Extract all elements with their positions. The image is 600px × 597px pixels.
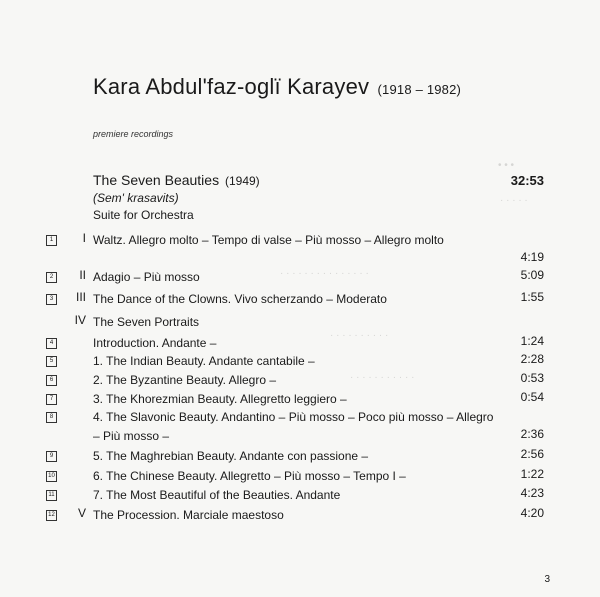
track-number-box[interactable]: 11 [46,490,57,501]
track-duration: 2:36 [520,427,544,441]
bleed-through-text: · · · · · [500,195,528,206]
track-duration: 0:54 [520,390,544,404]
track-duration: 1:24 [520,334,544,348]
composer-years: (1918 – 1982) [377,82,462,97]
work-alt-title: (Sem' krasavits) [93,191,179,205]
track-number-box[interactable]: 4 [46,338,57,349]
track-title: 7. The Most Beautiful of the Beauties. Andante [93,488,341,502]
track-number-box[interactable]: 3 [46,294,57,305]
track-title: Adagio – Più mosso [93,270,200,284]
track-duration: 4:23 [520,486,544,500]
track-duration: 4:20 [520,506,544,520]
track-title: 1. The Indian Beauty. Andante cantabile – [93,354,315,368]
track-number-box[interactable]: 1 [46,235,57,246]
movement-numeral: II [79,268,86,282]
work-description: Suite for Orchestra [93,208,194,222]
track-title: 5. The Maghrebian Beauty. Andante con passione – [93,449,369,463]
bleed-through-text: · · · · · · · · · · · · · · · [280,268,369,279]
track-number-box[interactable]: 8 [46,412,57,423]
track-duration: 2:56 [520,447,544,461]
composer-name: Kara Abdul'faz-oglï Karayev [93,74,370,99]
track-title: The Seven Portraits [93,315,200,329]
track-title: The Dance of the Clowns. Vivo scherzando – Moderato [93,292,387,306]
track-number-box[interactable]: 7 [46,394,57,405]
track-title: 4. The Slavonic Beauty. Andantino – Più mosso – Poco più mosso – Allegro – Più mosso – [93,410,494,443]
recording-note: premiere recordings [93,129,174,139]
work-name: The Seven Beauties [93,172,220,188]
track-duration: 4:19 [520,250,544,264]
track-duration: 0:53 [520,371,544,385]
movement-numeral: I [82,231,86,245]
track-duration: 5:09 [520,268,544,282]
track-title: 3. The Khorezmian Beauty. Allegretto leggiero – [93,392,347,406]
track-title: Introduction. Andante – [93,336,217,350]
work-year: (1949) [224,174,260,188]
track-title: 2. The Byzantine Beauty. Allegro – [93,373,277,387]
track-duration: 1:22 [520,467,544,481]
track-duration: 2:28 [520,352,544,366]
track-title: Waltz. Allegro molto – Tempo di valse – Più mosso – Allegro molto [93,233,444,247]
track-number-box[interactable]: 9 [46,451,57,462]
movement-numeral: V [77,506,86,520]
track-number-box[interactable]: 5 [46,356,57,367]
track-number-box[interactable]: 10 [46,471,57,482]
bleed-through-text: • • • [498,160,515,171]
movement-numeral: III [75,290,86,304]
bleed-through-text: · · · · · · · · · · · [350,372,415,383]
track-title: The Procession. Marciale maestoso [93,508,284,522]
track-number-box[interactable]: 6 [46,375,57,386]
track-number-box[interactable]: 12 [46,510,57,521]
track-title: 6. The Chinese Beauty. Allegretto – Più mosso – Tempo I – [93,469,406,483]
bleed-through-text: · · · · · · · · · · [330,330,389,341]
movement-numeral: IV [74,313,86,327]
work-total-duration: 32:53 [510,173,544,188]
track-duration: 1:55 [520,290,544,304]
track-number-box[interactable]: 2 [46,272,57,283]
page-number: 3 [544,574,550,585]
